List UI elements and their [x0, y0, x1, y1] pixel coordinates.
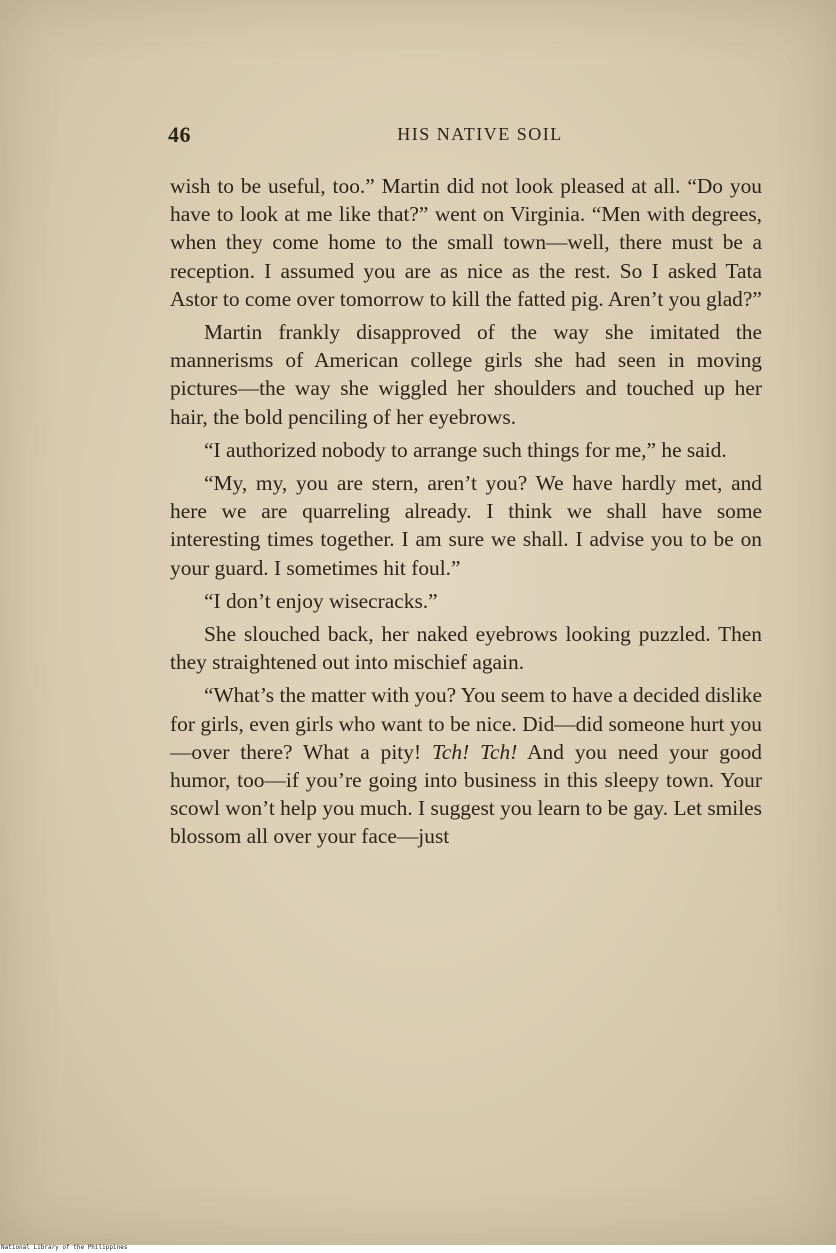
- italic-interjection: Tch! Tch!: [431, 739, 518, 764]
- page-number: 46: [168, 122, 191, 147]
- paragraph: “I authorized nobody to arrange such things for me,” he said.: [204, 437, 727, 462]
- paragraph: Martin frankly disapproved of the way she imitated the mannerisms of American college girls she had seen in moving pictures—the way she wiggled her shoulders and touched up her hair, the bold penciling of her eyebrows.: [170, 320, 762, 429]
- page-body: [170, 172, 762, 856]
- library-credit: National Library of the Philippines: [1, 1244, 128, 1251]
- paragraph: [170, 681, 762, 850]
- paragraph: “My, my, you are stern, aren’t you? We have hardly met, and here we are quarreling already. I think we shall have some interesting times together. I am sure we shall. I advise you to be on your guard. I sometimes hit foul.”: [170, 471, 762, 580]
- paragraph: “I don’t enjoy wisecracks.”: [204, 588, 438, 613]
- paragraph: She slouched back, her naked eyebrows looking puzzled. Then they straightened out into mischief again.: [170, 622, 762, 675]
- paragraph-continued: wish to be useful, too.” Martin did not look pleased at all. “Do you have to look at me like that?” went on Virginia. “Men with degrees, when they come home to the small town—well, there must be a reception. I assumed you are as nice as the rest. So I asked Tata Astor to come over tomorrow to kill the fatted pig. Aren’t you glad?”: [170, 174, 762, 311]
- paragraph-text: And you need your good humor, too—if you’re going into business in this sleepy town. Your scowl won’t help you much. I suggest you learn to be gay. Let smiles blossom all over your face—just: [170, 739, 762, 849]
- running-title: HIS NATIVE SOIL: [397, 124, 563, 144]
- footer-strip: [0, 1245, 836, 1253]
- running-head: [168, 122, 762, 150]
- paragraph-text: “What’s the matter with you? You seem to have a decided dislike for girls, even girls who want to be nice. Did—did someone hurt you—over there? What a pity!: [170, 683, 762, 764]
